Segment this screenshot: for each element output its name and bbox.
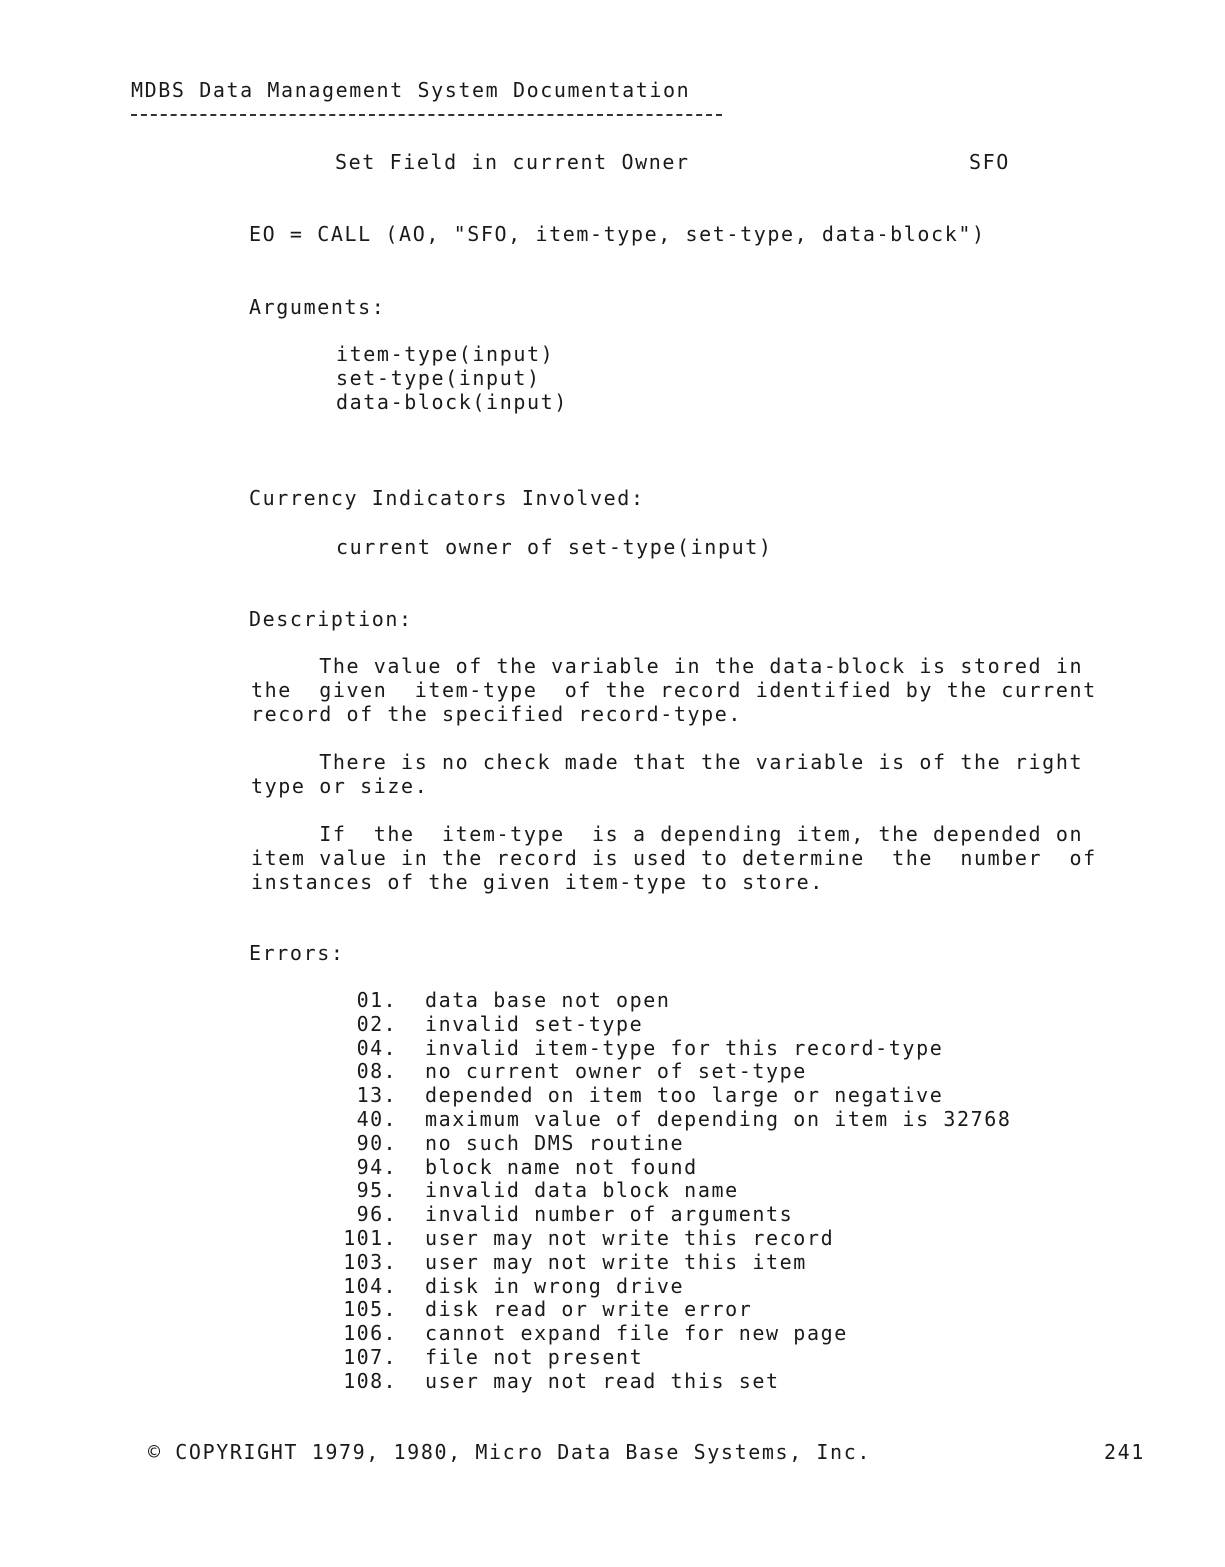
argument-item: item-type(input) xyxy=(336,342,555,366)
error-text: file not present xyxy=(425,1344,644,1369)
error-text: invalid number of arguments xyxy=(425,1202,794,1227)
error-text: invalid data block name xyxy=(425,1178,739,1203)
page-header-title: MDBS Data Management System Documentation xyxy=(131,78,691,102)
error-code: 107. xyxy=(343,1344,397,1369)
copyright-notice: © COPYRIGHT 1979, 1980, Micro Data Base Systems, Inc. xyxy=(148,1440,871,1464)
error-text: depended on item too large or negative xyxy=(425,1083,944,1108)
argument-item: data-block(input) xyxy=(336,390,568,414)
error-text: invalid item-type for this record-type xyxy=(425,1035,944,1060)
header-divider xyxy=(131,114,722,116)
currency-item: current owner of set-type(input) xyxy=(336,535,773,559)
description-line: If the item-type is a depending item, the depended on xyxy=(251,822,1084,846)
description-line: The value of the variable in the data-block is stored in xyxy=(251,654,1084,678)
arguments-list xyxy=(336,342,568,414)
error-code: 108. xyxy=(343,1368,397,1393)
error-code: 04. xyxy=(356,1035,397,1060)
command-code: SFO xyxy=(969,150,1010,174)
error-code: 101. xyxy=(343,1225,397,1250)
errors-heading: Errors: xyxy=(249,941,345,965)
error-text: cannot expand file for new page xyxy=(425,1321,848,1346)
arguments-heading: Arguments: xyxy=(249,295,386,319)
error-text: user may not write this item xyxy=(425,1249,807,1274)
error-code: 02. xyxy=(356,1011,397,1036)
error-text: disk in wrong drive xyxy=(425,1273,685,1298)
description-line: instances of the given item-type to store. xyxy=(251,870,824,894)
description-line: record of the specified record-type. xyxy=(251,702,743,726)
error-code: 40. xyxy=(356,1106,397,1131)
error-code: 95. xyxy=(356,1178,397,1203)
error-text: disk read or write error xyxy=(425,1297,753,1322)
error-code: 01. xyxy=(356,988,397,1012)
page-number: 241 xyxy=(1104,1440,1145,1464)
error-text: maximum value of depending on item is 32768 xyxy=(425,1106,1012,1131)
error-code: 13. xyxy=(356,1083,397,1108)
error-code: 105. xyxy=(343,1297,397,1322)
description-heading: Description: xyxy=(249,607,413,631)
command-name: Set Field in current Owner xyxy=(335,150,690,174)
currency-heading: Currency Indicators Involved: xyxy=(249,486,645,510)
error-text: block name not found xyxy=(425,1154,698,1179)
description-line: the given item-type of the record identified by the current xyxy=(251,678,1097,702)
error-code: 96. xyxy=(356,1202,397,1227)
error-code: 103. xyxy=(343,1249,397,1274)
error-code: 08. xyxy=(356,1059,397,1084)
call-syntax: EO = CALL (AO, "SFO, item-type, set-type, data-block") xyxy=(249,222,986,246)
description-line: There is no check made that the variable is of the right xyxy=(251,750,1084,774)
error-code: 104. xyxy=(343,1273,397,1298)
error-text: invalid set-type xyxy=(425,1011,644,1036)
error-text: user may not write this record xyxy=(425,1225,835,1250)
description-line: item value in the record is used to determine the number of xyxy=(251,846,1097,870)
error-code: 106. xyxy=(343,1321,397,1346)
error-code: 90. xyxy=(356,1130,397,1155)
description-line: type or size. xyxy=(251,774,429,798)
error-text: user may not read this set xyxy=(425,1368,780,1393)
error-text: data base not open xyxy=(425,988,671,1012)
error-text: no current owner of set-type xyxy=(425,1059,807,1084)
error-code: 94. xyxy=(356,1154,397,1179)
error-text: no such DMS routine xyxy=(425,1130,685,1155)
argument-item: set-type(input) xyxy=(336,366,541,390)
